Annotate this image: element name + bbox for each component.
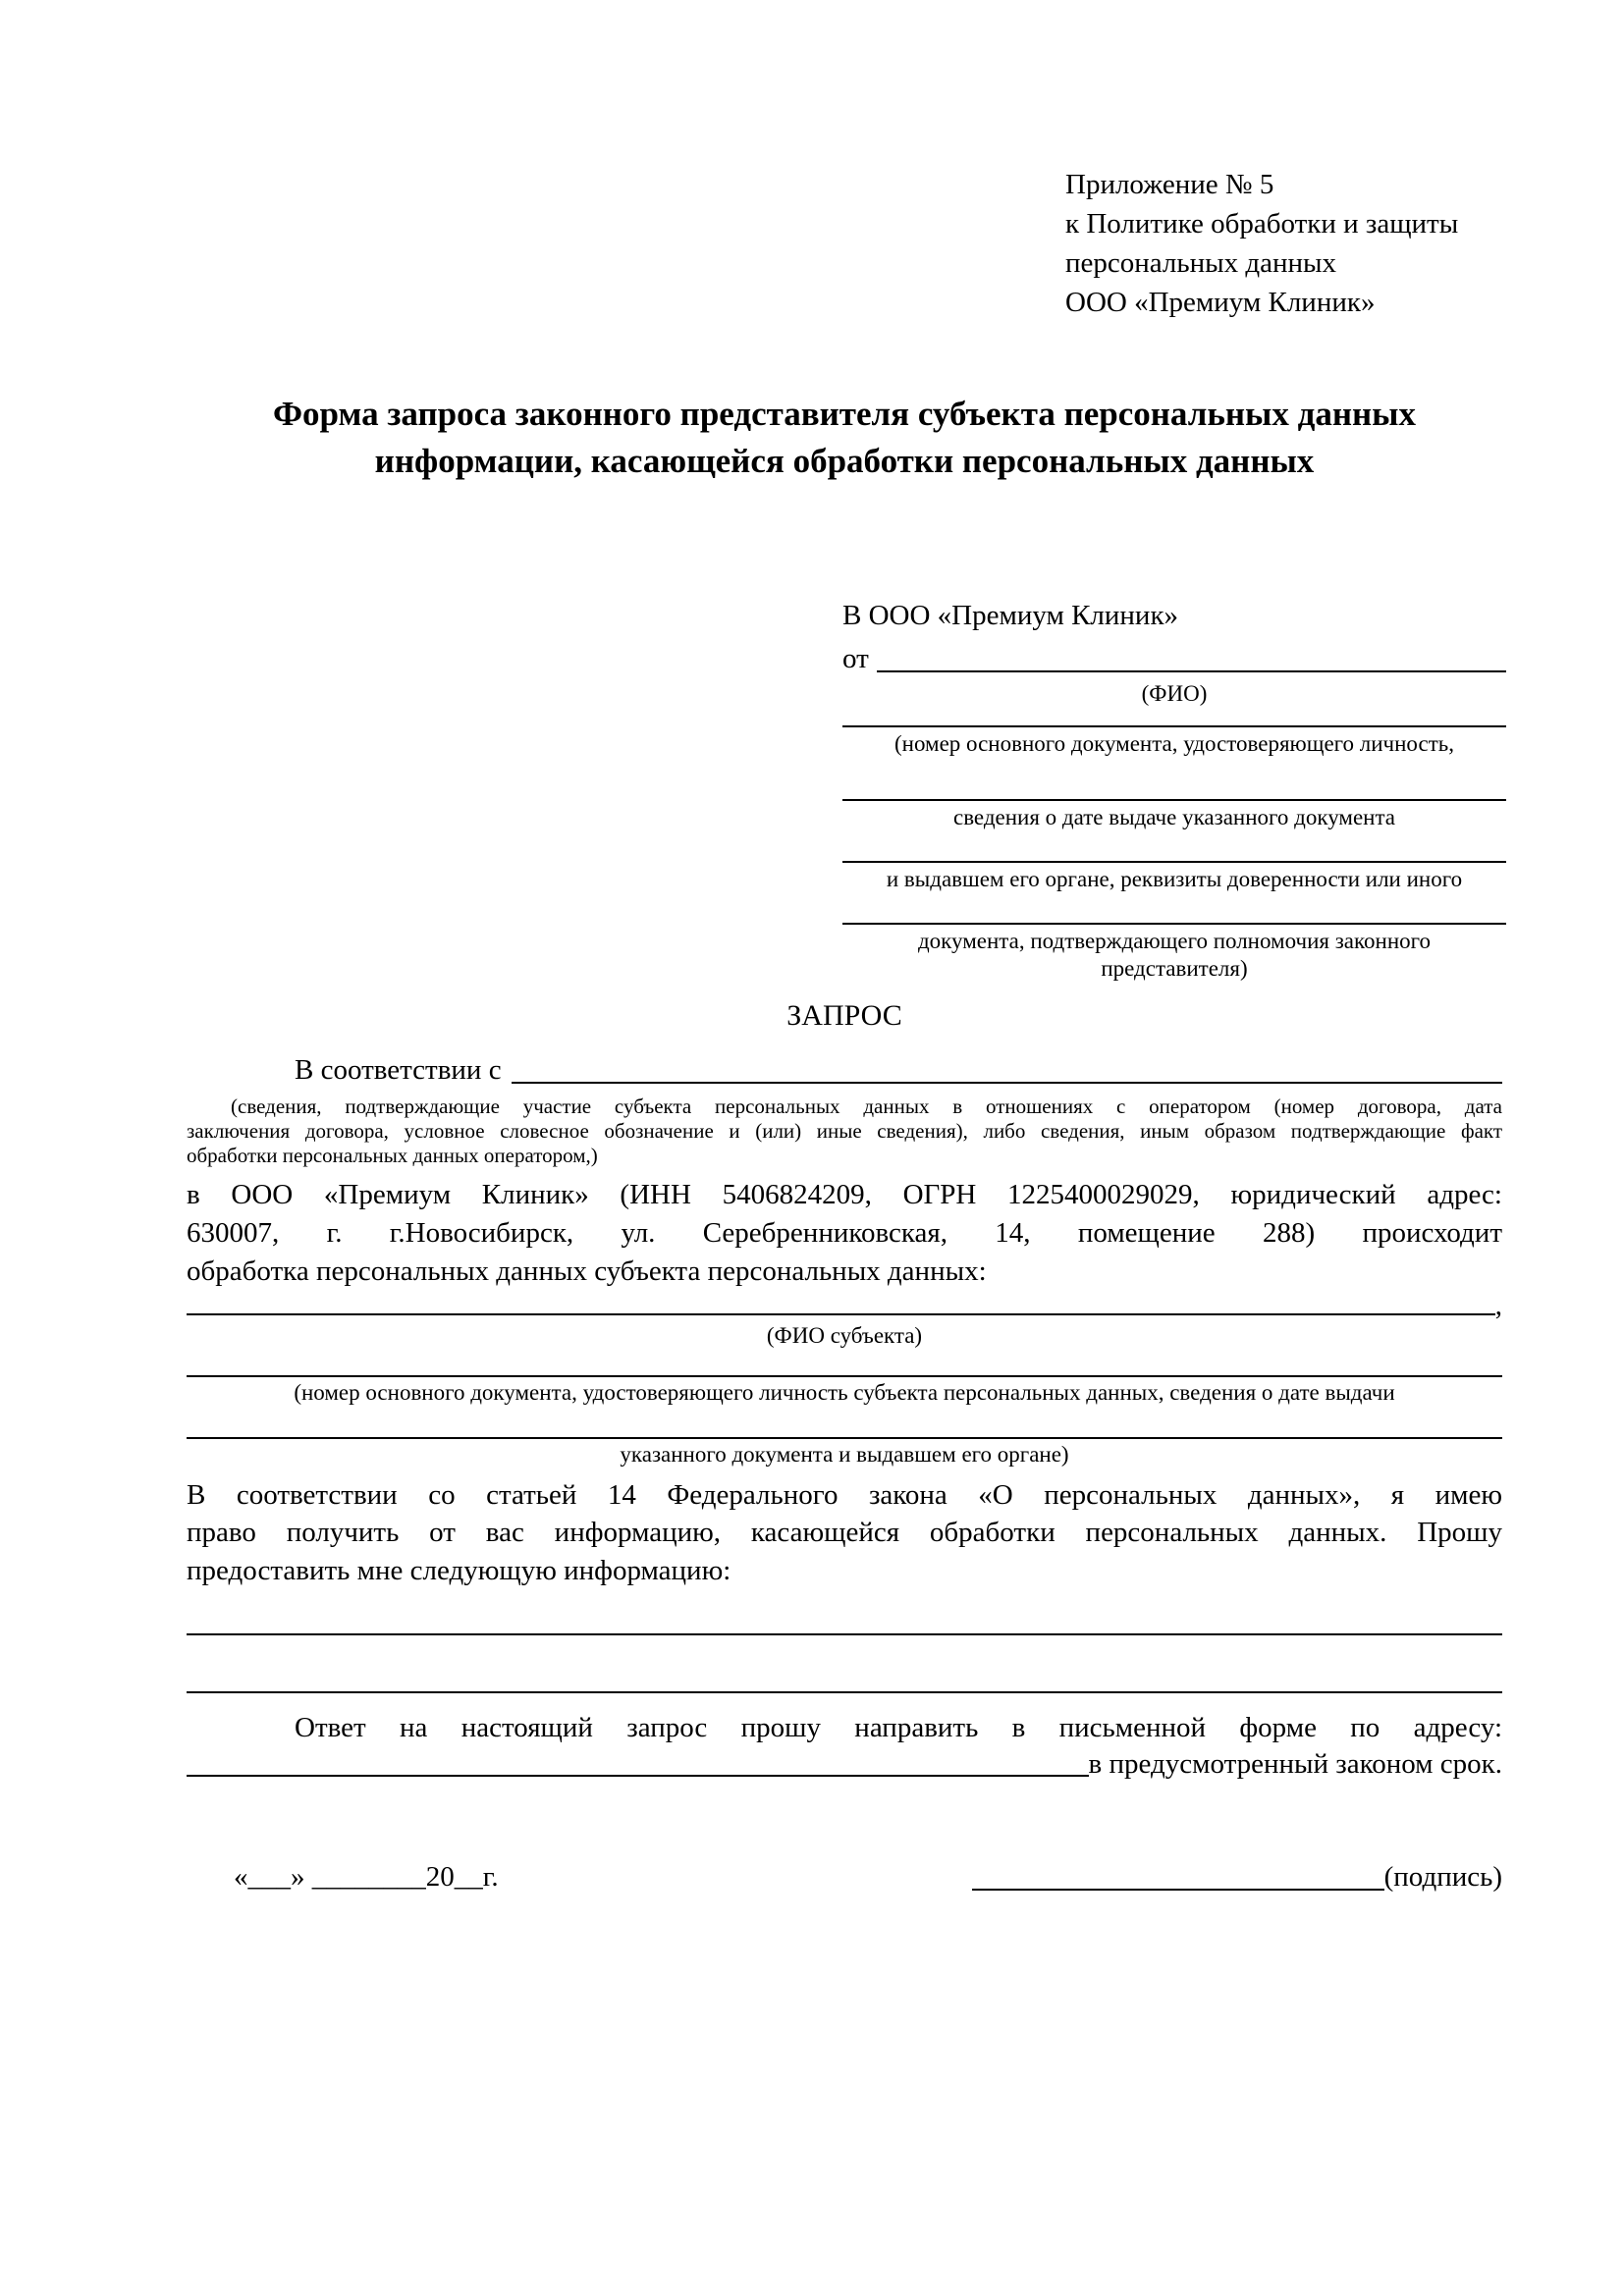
subject-doc-blank-line-1 (187, 1375, 1502, 1377)
request-body (187, 997, 1502, 1896)
addressee-caption-2: сведения о дате выдаче указанного документа (952, 805, 1396, 829)
addressee-caption-4: документа, подтверждающего полномочия законного представителя) (917, 929, 1431, 981)
info-blank-line-2 (187, 1691, 1502, 1693)
info-blank-line-1 (187, 1633, 1502, 1635)
intro-row (187, 1051, 1502, 1090)
intro-caption-line: обработки персональных данных оператором,) (187, 1144, 598, 1168)
intro-label: В соответствии с (295, 1053, 502, 1086)
subject-doc-caption-2: указанного документа и выдавшем его органе) (620, 1441, 1069, 1467)
from-row (842, 640, 1506, 677)
addressee-blank-line-1 (842, 725, 1506, 727)
addressee-block (842, 597, 1506, 983)
addressee-caption-3: и выдавшем его органе, реквизиты доверенности или иного (886, 867, 1463, 891)
intro-blank-line (512, 1081, 1502, 1084)
subject-fio-row (187, 1291, 1502, 1320)
document-title-line: информации, касающейся обработки персональных данных (374, 442, 1315, 480)
law-paragraph-line: право получить от вас информацию, касающейся обработки персональных данных. Прошу (187, 1517, 1502, 1549)
reply-tail: в предусмотренный законом срок. (1088, 1748, 1502, 1781)
request-heading: ЗАПРОС (786, 999, 902, 1032)
from-blank-line (877, 669, 1506, 672)
law-paragraph-line: В соответствии со статьей 14 Федерального закона «О персональных данных», я имею (187, 1478, 1502, 1511)
subject-fio-caption: (ФИО субъекта) (766, 1322, 923, 1348)
law-paragraph (187, 1476, 1502, 1590)
from-label: от (842, 643, 869, 674)
appendix-header-line: Приложение № 5 (1065, 169, 1274, 200)
appendix-header-line: к Политике обработки и защиты (1065, 208, 1459, 240)
signature-blank-line (972, 1888, 1384, 1891)
operator-paragraph-line: обработка персональных данных субъекта персональных данных: (187, 1255, 987, 1287)
addressee-blank-line-4 (842, 923, 1506, 925)
appendix-header (1065, 165, 1517, 322)
fio-caption: (ФИО) (1141, 681, 1208, 706)
addressee-org: В ООО «Премиум Клиник» (842, 600, 1179, 631)
appendix-header-line: персональных данных (1065, 247, 1337, 279)
subject-doc-caption-1: (номер основного документа, удостоверяющего личность субъекта персональных данных, сведения о дате выдачи (294, 1379, 1395, 1405)
operator-paragraph-line: 630007, г. г.Новосибирск, ул. Серебренниковская, 14, помещение 288) происходит (187, 1217, 1502, 1250)
subject-fio-blank-line (187, 1312, 1495, 1315)
operator-paragraph-line: в ООО «Премиум Клиник» (ИНН 5406824209, ОГРН 1225400029029, юридический адрес: (187, 1179, 1502, 1211)
signature-group (972, 1858, 1502, 1896)
intro-caption (187, 1095, 1502, 1168)
addressee-blank-line-3 (842, 861, 1506, 863)
appendix-header-line: ООО «Премиум Клиник» (1065, 287, 1376, 318)
law-paragraph-line: предоставить мне следующую информацию: (187, 1554, 731, 1586)
signature-caption: (подпись) (1383, 1861, 1502, 1894)
intro-caption-line: (сведения, подтверждающие участие субъекта персональных данных в отношениях с оператором (номер договора, дата (231, 1095, 1502, 1119)
operator-paragraph (187, 1176, 1502, 1290)
reply-address-row (187, 1746, 1502, 1782)
reply-address-blank-line (187, 1774, 1089, 1777)
addressee-caption-1: (номер основного документа, удостоверяющего личность, (893, 731, 1454, 756)
reply-paragraph: Ответ на настоящий запрос прошу направить в письменной форме по адресу: (295, 1711, 1502, 1743)
addressee-blank-line-2 (842, 799, 1506, 801)
document-title-line: Форма запроса законного представителя субъекта персональных данных (273, 395, 1416, 433)
date-line: «___» ________20__г. (234, 1861, 499, 1894)
comma: , (1494, 1289, 1502, 1321)
document-title (187, 391, 1502, 485)
intro-caption-line: заключения договора, условное словесное обозначение и (или) иные сведения), либо сведения, иным образом подтверждающие факт (187, 1119, 1502, 1144)
footer-row (187, 1858, 1502, 1896)
subject-doc-blank-line-2 (187, 1437, 1502, 1439)
